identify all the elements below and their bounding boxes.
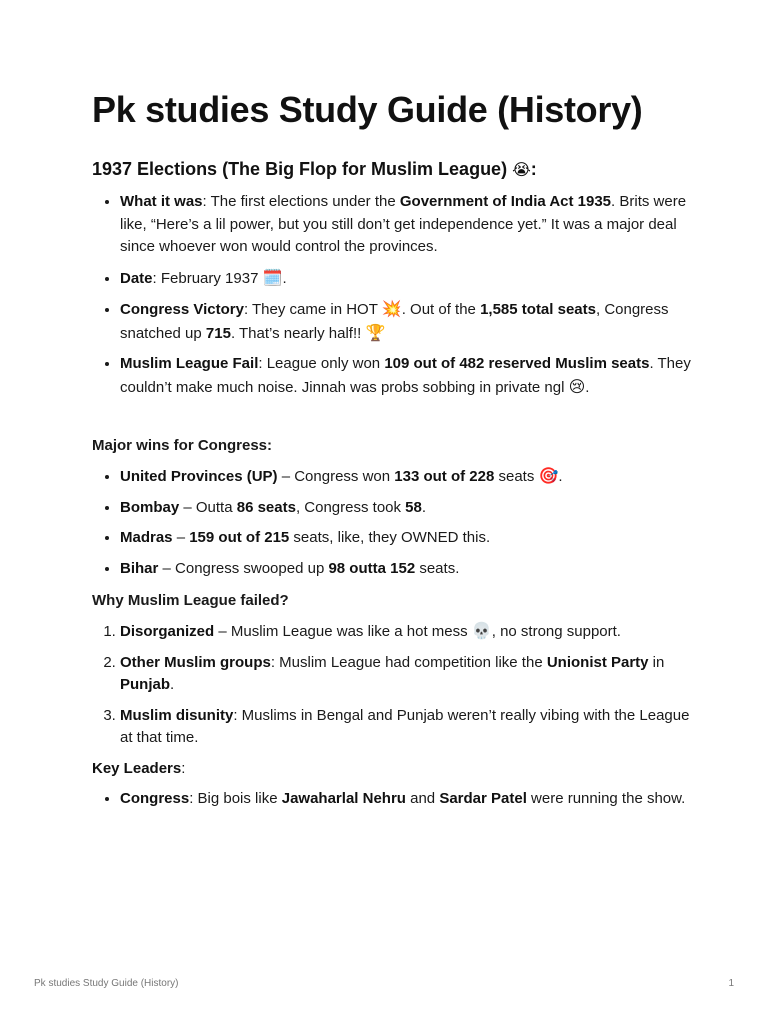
- item-text: . They couldn’t make much noise. Jinnah was probs sobbing in private ngl: [120, 355, 691, 396]
- item-text: and: [405, 789, 440, 807]
- loudly-crying-emoji-icon: 😭: [512, 160, 531, 179]
- item-text: –: [172, 529, 190, 546]
- heading-colon: :: [181, 759, 186, 777]
- list-item-disorganized: [120, 620, 692, 644]
- item-text: . Out of the: [401, 301, 481, 318]
- list-item-bombay: [120, 497, 692, 520]
- list-item-congress-victory: [120, 298, 692, 345]
- item-text: . Brits were like, “Here’s a lil power, but you still don’t get independence yet.” It was a major deal since whoever won would control the provinces.: [120, 193, 687, 255]
- item-bold: Government of India Act 1935: [399, 193, 612, 210]
- item-label: Muslim League Fail: [120, 355, 259, 372]
- item-text: .: [282, 269, 287, 287]
- list-item-congress-leaders: [120, 788, 692, 811]
- item-text: – Muslim League was like a hot mess: [214, 623, 472, 640]
- item-text: , Congress took: [295, 498, 406, 516]
- calendar-emoji-icon: 🗓️: [262, 267, 283, 287]
- item-bold: 715: [205, 324, 231, 342]
- item-text: : League only won: [258, 355, 385, 372]
- item-bold: Madras: [120, 529, 173, 546]
- item-text: – Outta: [179, 498, 237, 516]
- item-text: seats: [494, 468, 539, 485]
- list-item-what-it-was: [120, 191, 692, 259]
- item-bold: United Provinces (UP): [120, 468, 278, 485]
- item-bold: 133 out of 228: [394, 468, 495, 485]
- item-text: were running the show.: [526, 789, 686, 807]
- list-item-madras: [120, 527, 692, 550]
- document-page: [92, 88, 692, 810]
- item-text: , Congress snatched up: [120, 301, 669, 342]
- list-item-united-provinces: [120, 465, 692, 489]
- section-heading-major-wins: Major wins for Congress:: [92, 437, 273, 454]
- crying-face-emoji-icon: 😢: [568, 376, 586, 396]
- item-text: seats.: [415, 559, 460, 577]
- heading-text: 1937 Elections (The Big Flop for Muslim League): [92, 159, 508, 179]
- document-title: Pk studies Study Guide (History): [92, 89, 643, 130]
- item-text: : Muslims in Bengal and Punjab weren’t really vibing with the League at that time.: [120, 706, 690, 746]
- item-text: in: [648, 653, 665, 671]
- heading-text: Key Leaders: [92, 759, 182, 777]
- section-heading-why-failed: Why Muslim League failed?: [92, 592, 289, 609]
- item-bold: 109 out of 482 reserved Muslim seats: [384, 355, 650, 372]
- list-item-bihar: [120, 558, 692, 581]
- item-text: : The first elections under the: [202, 193, 400, 210]
- item-bold: Other Muslim groups: [120, 653, 271, 671]
- item-text: , no strong support.: [491, 623, 621, 640]
- item-text: . That’s nearly half!!: [230, 324, 366, 342]
- skull-emoji-icon: 💀: [471, 621, 492, 640]
- item-label: What it was: [120, 193, 203, 210]
- item-bold: Jawaharlal Nehru: [281, 789, 406, 807]
- item-text: .: [170, 676, 175, 693]
- major-wins-list: [92, 465, 692, 580]
- item-bold: 86 seats: [236, 498, 296, 516]
- item-text: .: [558, 468, 563, 485]
- item-bold: 1,585 total seats: [480, 301, 596, 318]
- item-bold: Muslim disunity: [120, 706, 234, 724]
- target-emoji-icon: 🎯: [538, 466, 559, 485]
- heading-colon: :: [530, 159, 537, 179]
- item-bold: Bombay: [120, 498, 180, 516]
- list-item-muslim-disunity: [120, 705, 692, 750]
- item-text: .: [585, 378, 590, 396]
- item-bold: Bihar: [120, 559, 159, 577]
- item-label: Date: [120, 269, 153, 287]
- collision-emoji-icon: 💥: [381, 299, 402, 318]
- item-text: .: [421, 498, 427, 516]
- elections-list: [92, 191, 692, 399]
- footer-title: Pk studies Study Guide (History): [34, 978, 179, 989]
- page-number: 1: [728, 978, 734, 989]
- item-text: : February 1937: [152, 269, 263, 287]
- item-bold: Congress: [120, 789, 190, 807]
- item-text: : They came in HOT: [243, 301, 382, 318]
- page-footer: [34, 978, 734, 989]
- trophy-emoji-icon: 🏆: [365, 322, 386, 342]
- list-item-date: [120, 267, 692, 291]
- item-text: – Congress won: [277, 468, 395, 485]
- item-text: seats, like, they OWNED this.: [289, 529, 491, 546]
- item-bold: 159 out of 215: [189, 529, 290, 546]
- item-text: : Muslim League had competition like the: [270, 653, 547, 671]
- section-heading-key-leaders: [92, 758, 692, 780]
- item-bold: 98 outta 152: [328, 559, 416, 577]
- item-bold: 58: [405, 498, 422, 516]
- item-bold: Punjab: [120, 676, 171, 693]
- list-item-muslim-league-fail: [120, 353, 692, 399]
- why-failed-list: [92, 620, 692, 750]
- key-leaders-list: [92, 788, 692, 811]
- item-text: – Congress swooped up: [158, 559, 329, 577]
- list-item-other-muslim-groups: [120, 652, 692, 697]
- item-bold: Unionist Party: [546, 653, 649, 671]
- item-text: : Big bois like: [189, 789, 282, 807]
- item-label: Congress Victory: [120, 301, 244, 318]
- item-bold: Disorganized: [120, 623, 215, 640]
- section-heading-1937-elections: [92, 156, 692, 183]
- item-bold: Sardar Patel: [439, 789, 527, 807]
